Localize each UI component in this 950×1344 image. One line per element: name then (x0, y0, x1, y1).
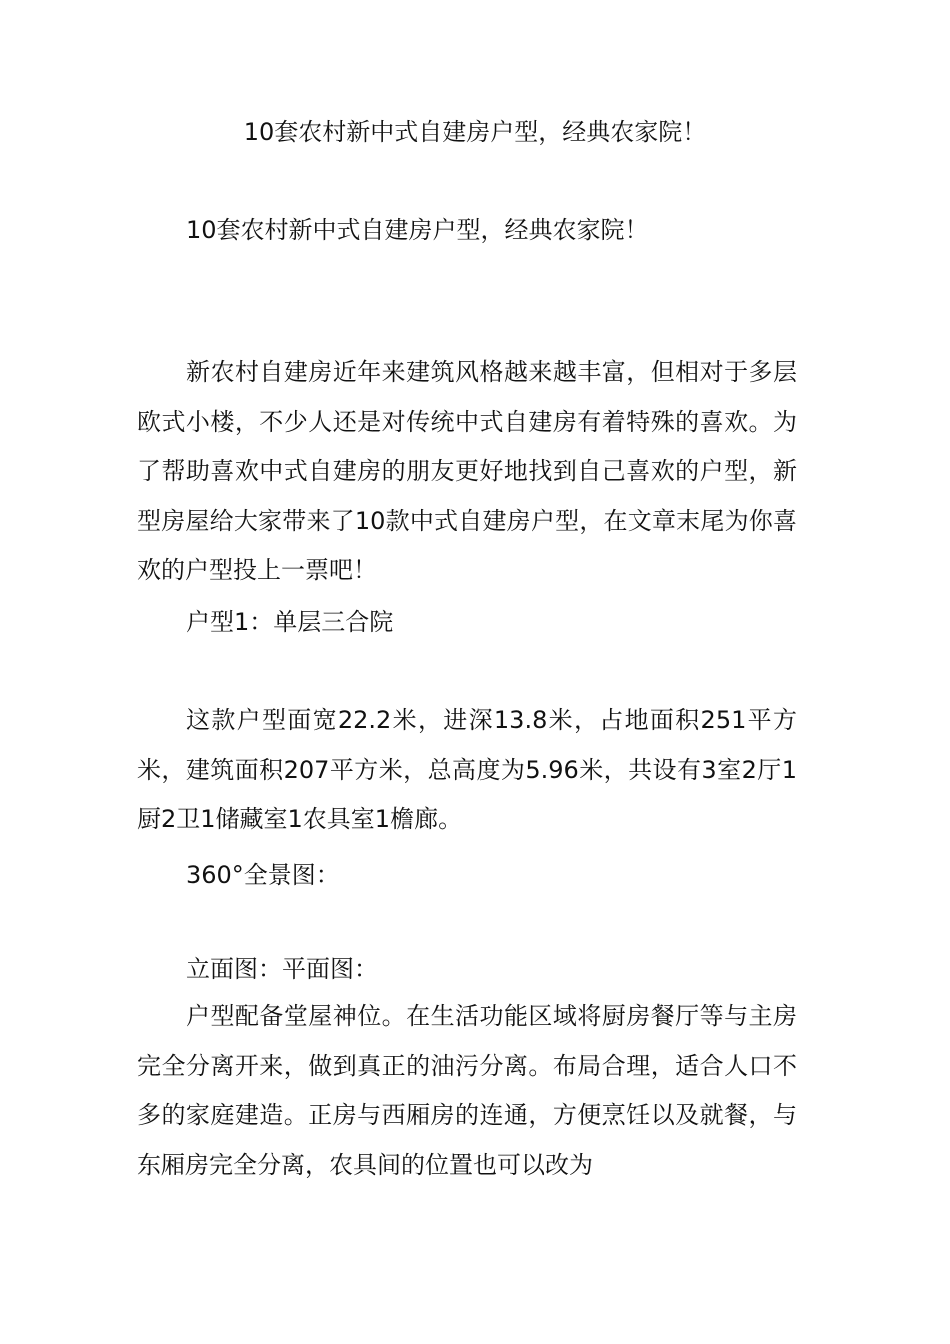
intro-paragraph: 新农村自建房近年来建筑风格越来越丰富，但相对于多层欧式小楼，不少人还是对传统中式自建房有着特殊的喜欢。为了帮助喜欢中式自建房的朋友更好地找到自己喜欢的户型，新型房屋给大家带来了10款中式自建房户型，在文章末尾为你喜欢的户型投上一票吧！ (137, 358, 797, 584)
document-subtitle: 10套农村新中式自建房户型，经典农家院！ (186, 216, 649, 244)
type1-layout-paragraph: 户型配备堂屋神位。在生活功能区域将厨房餐厅等与主房完全分离开来，做到真正的油污分离。布局合理，适合人口不多的家庭建造。正房与西厢房的连通，方便烹饪以及就餐，与东厢房完全分离，农具间的位置也可以改为 (137, 1002, 797, 1179)
type1-heading: 户型1：单层三合院 (186, 608, 394, 636)
type1-description: 这款户型面宽22.2米，进深13.8米，占地面积251平方米，建筑面积207平方米，总高度为5.96米，共设有3室2厅1厨2卫1储藏室1农具室1檐廊。 (137, 706, 797, 833)
panorama-label: 360°全景图： (186, 861, 340, 889)
document-title: 10套农村新中式自建房户型，经典农家院！ (243, 118, 707, 146)
elevation-plan-label: 立面图：平面图： (186, 955, 378, 983)
